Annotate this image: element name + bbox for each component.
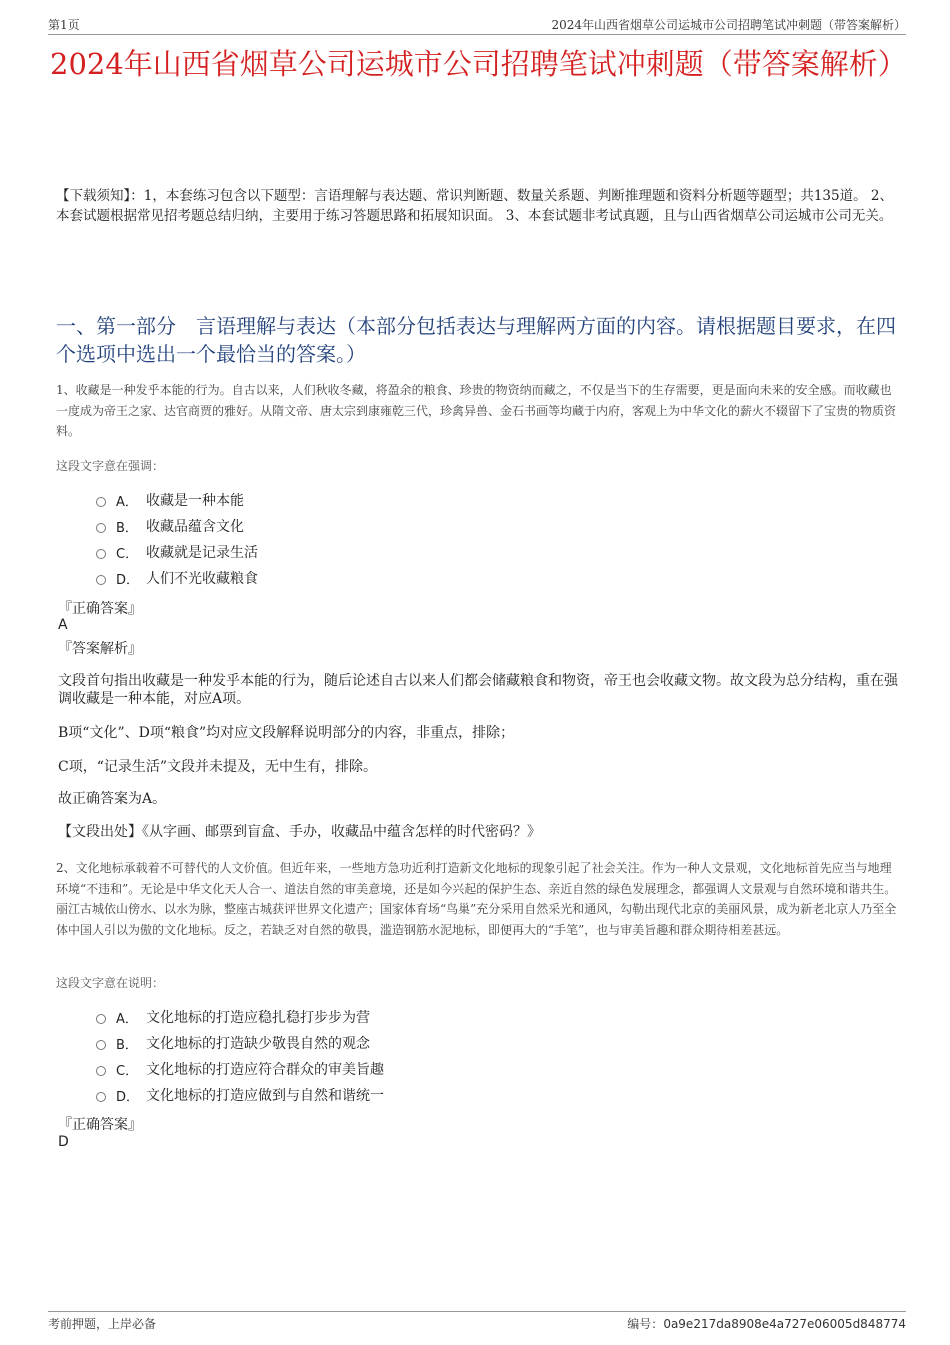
document-code: 编号：0a9e217da8908e4a727e06005d848774 (627, 1317, 906, 1331)
question-1-analysis-label: 『答案解析』 (58, 641, 142, 657)
question-1-prompt: 这段文字意在强调： (56, 459, 165, 473)
radio-icon[interactable] (96, 497, 106, 507)
question-1-answer: A (58, 617, 68, 633)
download-notice: 【下载须知】：1，本套练习包含以下题型：言语理解与表达题、常识判断题、数量关系题、判断推理题和资料分析题等题型；共135道。 2、本套试题根据常见招考题总结归纳，主要用于练习答题思路和拓展知识面。 3、本套试题非考试真题，且与山西省烟草公司运城市公司无关。 (56, 188, 893, 224)
page-number: 第1页 (48, 18, 80, 32)
document-title: 2024年山西省烟草公司运城市公司招聘笔试冲刺题（带答案解析） (50, 47, 907, 81)
option-d[interactable]: D． 文化地标的打造应做到与自然和谐统一 (96, 1082, 796, 1108)
radio-icon[interactable] (96, 1066, 106, 1076)
radio-icon[interactable] (96, 523, 106, 533)
footer-slogan: 考前押题，上岸必备 (48, 1317, 157, 1331)
question-1-answer-label: 『正确答案』 (58, 601, 142, 617)
analysis-paragraph: 文段首句指出收藏是一种发乎本能的行为，随后论述自古以来人们都会储藏粮食和物资，帝王也会收藏文物。故文段为总分结构，重在强调收藏是一种本能，对应A项。 (58, 673, 898, 707)
option-c[interactable]: C． 收藏就是记录生活 (96, 539, 796, 565)
option-b[interactable]: B． 收藏品蕴含文化 (96, 513, 796, 539)
question-2-answer-label: 『正确答案』 (58, 1117, 142, 1133)
question-2-options (96, 1004, 796, 1108)
analysis-paragraph: C项，“记录生活”文段并未提及，无中生有，排除。 (58, 759, 378, 775)
radio-icon[interactable] (96, 1092, 106, 1102)
question-2-stem: 2、文化地标承载着不可替代的人文价值。但近年来，一些地方急功近利打造新文化地标的现象引起了社会关注。作为一种人文景观，文化地标首先应当与地理环境“不违和”。无论是中华文化天人合一、道法自然的审美意境，还是如今兴起的保护生态、亲近自然的绿色发展理念，都强调人文景观与自然环境和谐共生。丽江古城依山傍水、以水为脉，整座古城获评世界文化遗产；国家体育场“鸟巢”充分采用自然采光和通风，勾勒出现代北京的美丽风景，成为新老北京人乃至全体中国人引以为傲的文化地标。反之，若缺乏对自然的敬畏，滥造钢筋水泥地标，即便再大的“手笔”，也与审美旨趣和群众期待相差甚远。 (56, 861, 897, 937)
option-c[interactable]: C． 文化地标的打造应符合群众的审美旨趣 (96, 1056, 796, 1082)
radio-icon[interactable] (96, 575, 106, 585)
option-d[interactable]: D． 人们不光收藏粮食 (96, 565, 796, 591)
radio-icon[interactable] (96, 1014, 106, 1024)
page-footer (48, 1311, 906, 1332)
analysis-paragraph: B项“文化”、D项“粮食”均对应文段解释说明部分的内容，非重点，排除； (58, 725, 515, 741)
source-citation: 【文段出处】《从字画、邮票到盲盒、手办，收藏品中蕴含怎样的时代密码？》 (58, 824, 541, 840)
option-a[interactable]: A． 文化地标的打造应稳扎稳打步步为营 (96, 1004, 796, 1030)
question-1-options (96, 487, 796, 591)
radio-icon[interactable] (96, 1040, 106, 1050)
radio-icon[interactable] (96, 549, 106, 559)
question-2-answer: D (58, 1134, 69, 1150)
option-b[interactable]: B． 文化地标的打造缺少敬畏自然的观念 (96, 1030, 796, 1056)
option-a[interactable]: A． 收藏是一种本能 (96, 487, 796, 513)
question-1-stem: 1、收藏是一种发乎本能的行为。自古以来，人们秋收冬藏，将盈余的粮食、珍贵的物资纳而藏之，不仅是当下的生存需要，更是面向未来的安全感。而收藏也一度成为帝王之家、达官商贾的雅好。从隋文帝、唐太宗到康雍乾三代，珍禽异兽、金石书画等均藏于内府，客观上为中华文化的薪火不辍留下了宝贵的物质资料。 (56, 383, 897, 438)
analysis-paragraph: 故正确答案为A。 (58, 791, 167, 807)
running-title: 2024年山西省烟草公司运城市公司招聘笔试冲刺题（带答案解析） (551, 18, 906, 32)
question-2-prompt: 这段文字意在说明： (56, 976, 165, 990)
page-header (48, 14, 906, 35)
section-title: 一、第一部分 言语理解与表达（本部分包括表达与理解两方面的内容。请根据题目要求，在四个选项中选出一个最恰当的答案。） (56, 314, 896, 366)
